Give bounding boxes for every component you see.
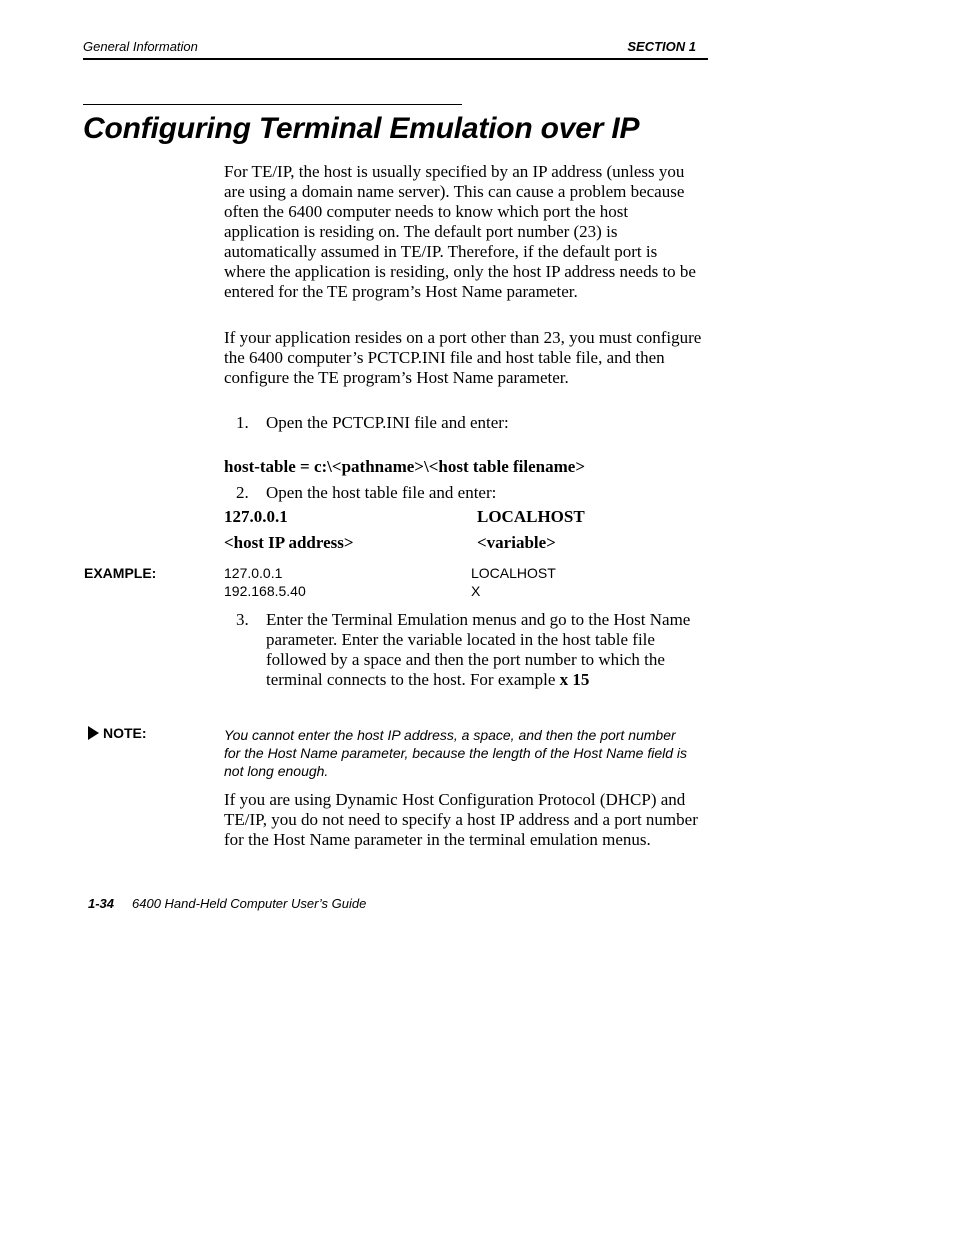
host-table-command: host-table = c:\<pathname>\<host table filename>	[224, 457, 586, 476]
step-3-example-value: x 15	[559, 670, 590, 689]
step-1-number: 1.	[236, 413, 249, 432]
step-3-text: Enter the Terminal Emulation menus and go to the Host Name parameter. Enter the variable located in the host table file followed by a space and then the port number to which the terminal connects to the host. For example x 15	[266, 610, 691, 689]
note-arrow-icon	[88, 726, 99, 740]
step-2-text: Open the host table file and enter:	[266, 483, 497, 502]
header-left: General Information	[83, 39, 198, 54]
example-row1-left: 127.0.0.1	[224, 565, 283, 581]
header-rule	[83, 58, 708, 60]
step-3-number: 3.	[236, 610, 249, 629]
note-label: NOTE:	[103, 725, 147, 741]
note-text: You cannot enter the host IP address, a space, and then the port number for the Host Name parameter, because the length of the Host Name field is not long enough.	[224, 727, 688, 779]
example-row1-right: LOCALHOST	[471, 565, 556, 581]
format-row2-right: <variable>	[477, 533, 556, 552]
example-label: EXAMPLE:	[84, 565, 157, 581]
step-2-number: 2.	[236, 483, 249, 502]
intro-paragraph-2: If your application resides on a port other than 23, you must configure the 6400 computer’s PCTCP.INI file and host table file, and then configure the TE program’s Host Name parameter.	[224, 328, 702, 387]
format-row2-left: <host IP address>	[224, 533, 354, 552]
format-row1-right: LOCALHOST	[477, 507, 585, 526]
example-row2-right: X	[471, 583, 481, 599]
footer-page-number: 1-34	[88, 896, 115, 911]
intro-paragraph-1: For TE/IP, the host is usually specified by an IP address (unless you are using a domain name server). This can cause a problem because often the 6400 computer needs to know which port the host application is residing on. The default port number (23) is automatically assumed in TE/IP. Therefore, if the default port is where the application is residing, only the host IP address needs to be entered for the TE program’s Host Name parameter.	[224, 162, 696, 301]
format-row1-left: 127.0.0.1	[224, 507, 288, 526]
title-rule	[83, 104, 462, 105]
footer-title: 6400 Hand-Held Computer User’s Guide	[132, 896, 367, 911]
page-title: Configuring Terminal Emulation over IP	[83, 112, 640, 145]
header-right: SECTION 1	[627, 39, 696, 54]
example-row2-left: 192.168.5.40	[224, 583, 306, 599]
closing-paragraph: If you are using Dynamic Host Configuration Protocol (DHCP) and TE/IP, you do not need to specify a host IP address and a port number for the Host Name parameter in the terminal emulation menus.	[224, 790, 698, 849]
step-1-text: Open the PCTCP.INI file and enter:	[266, 413, 509, 432]
note-label-group	[88, 725, 147, 741]
